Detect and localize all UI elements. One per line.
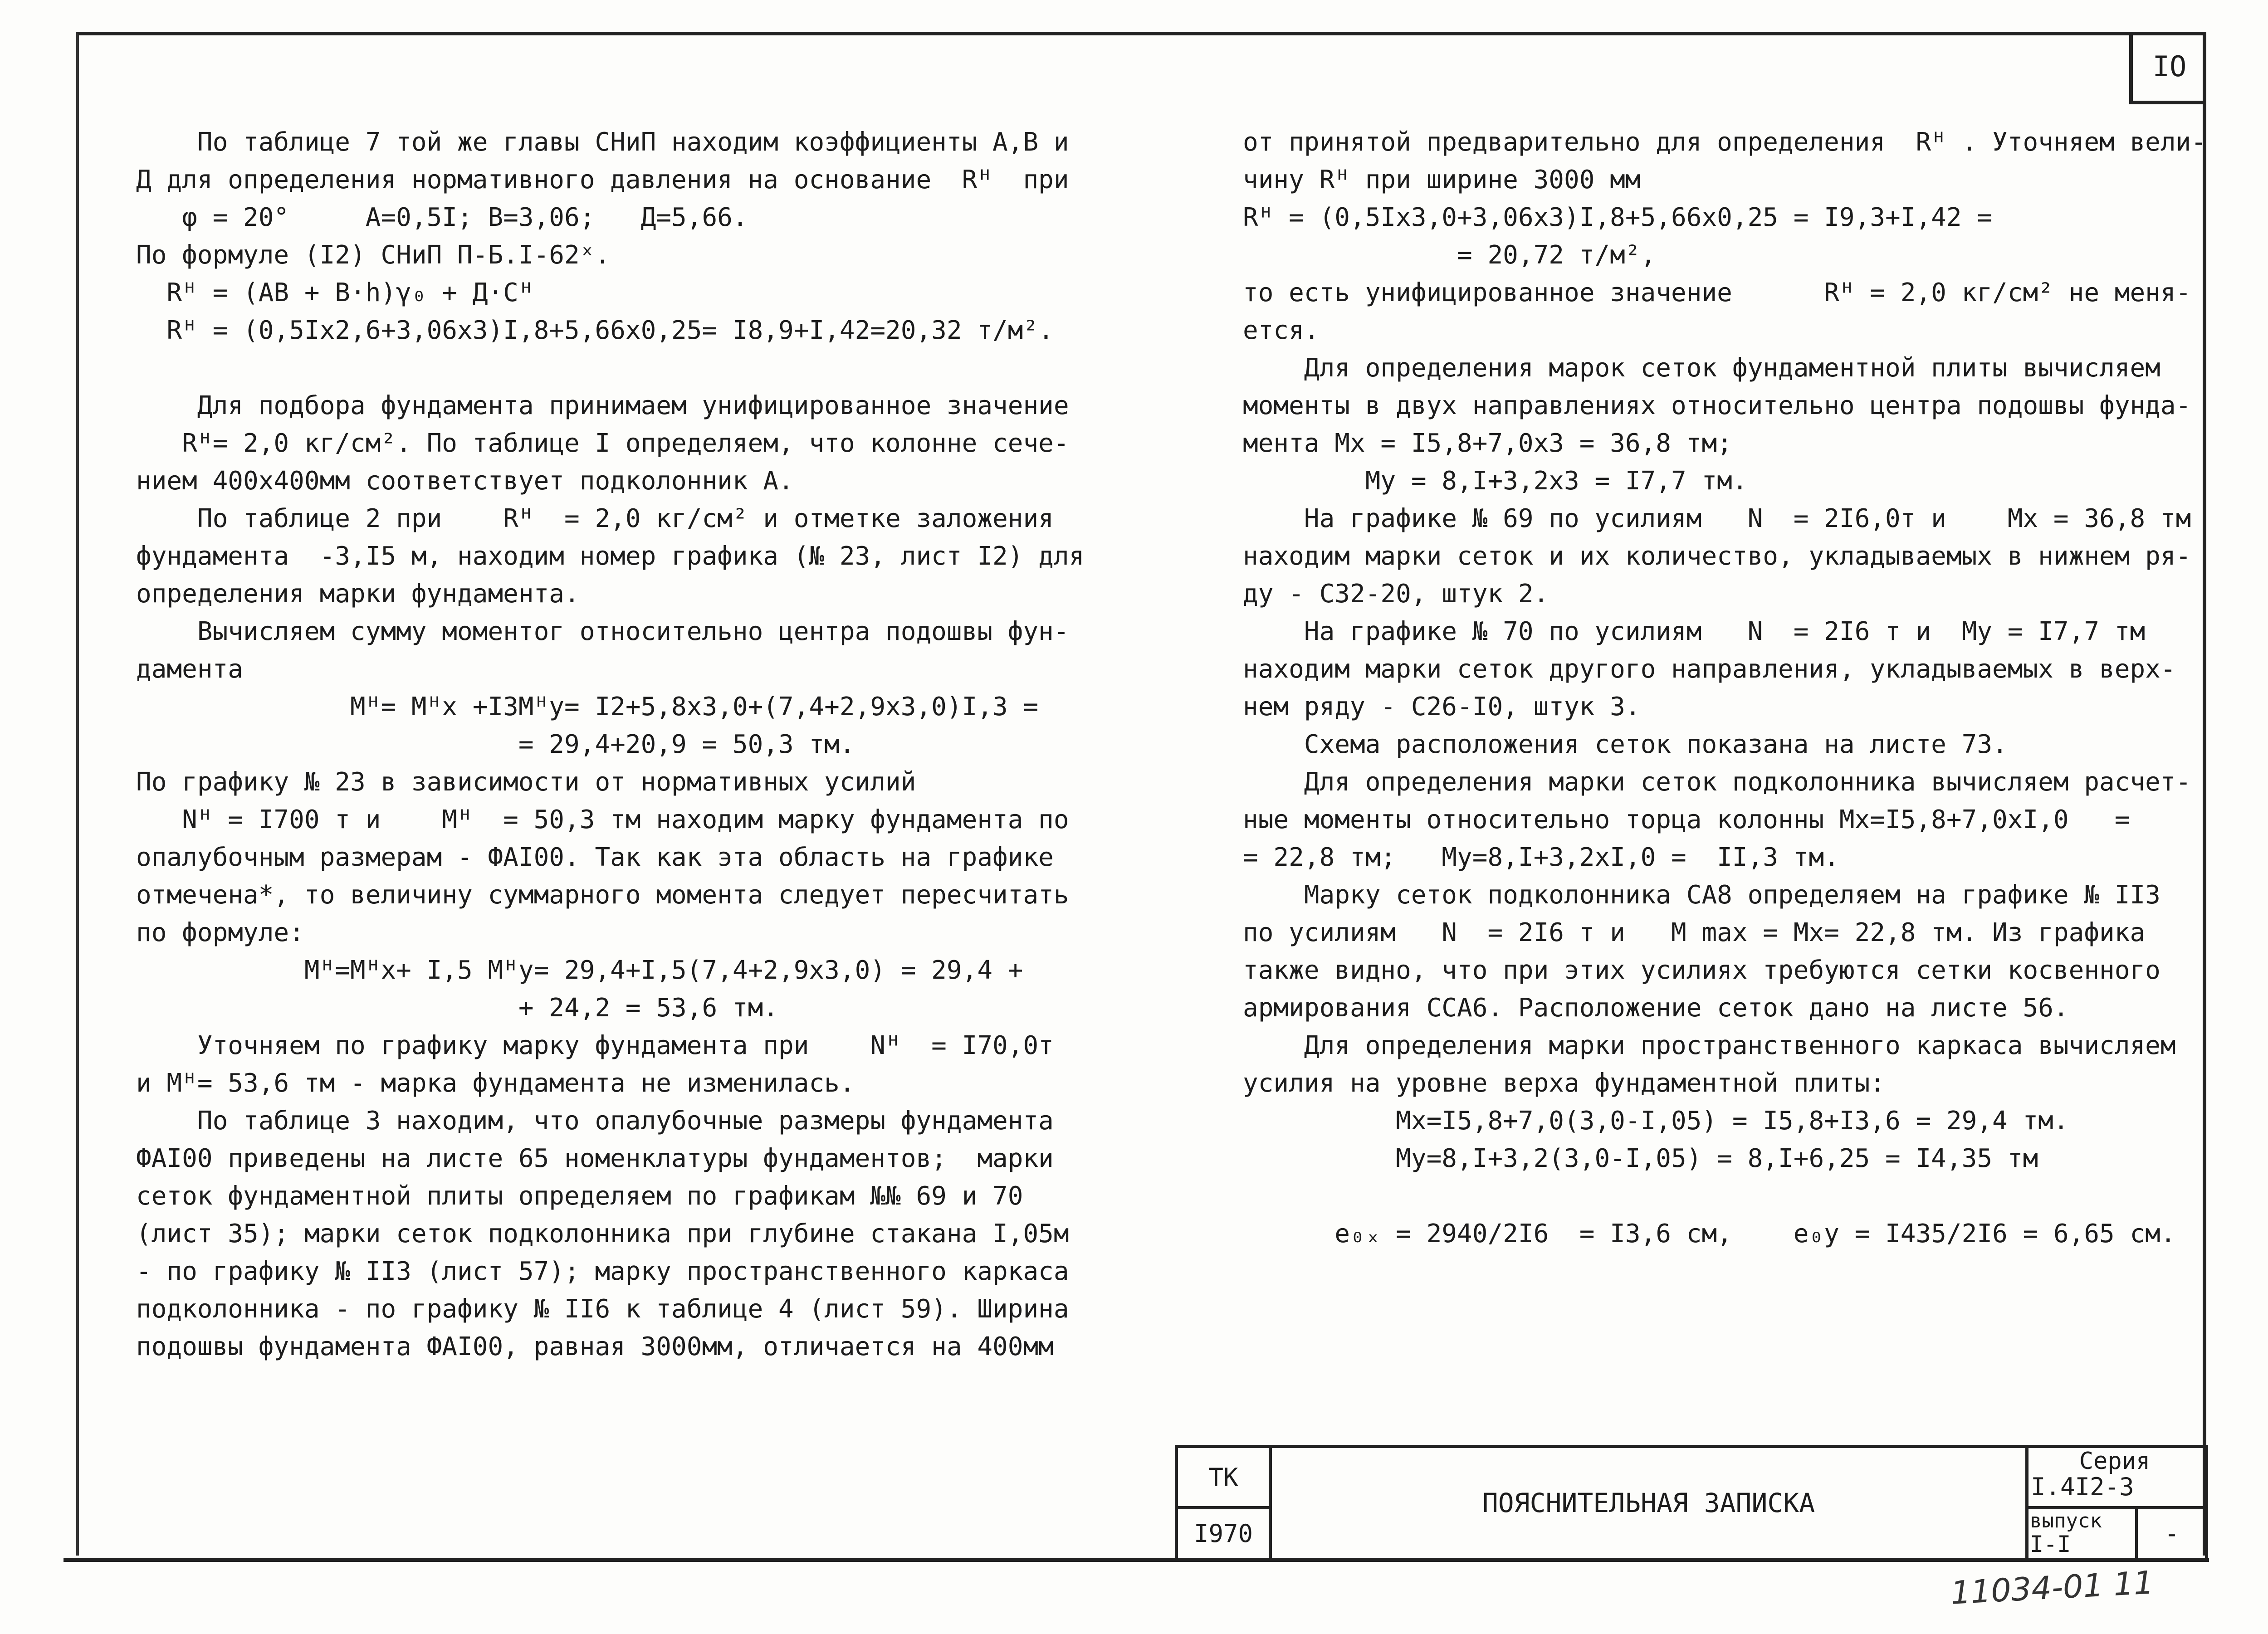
text-line: = 29,4+20,9 = 50,3 тм. (136, 730, 855, 759)
issue-value: I-I (2030, 1531, 2071, 1557)
text-line: = 22,8 тм; Му=8,I+3,2хI,0 = II,3 тм. (1243, 843, 1839, 872)
text-line: Rᴴ = (AB + B·h)γ₀ + Д·Cᴴ (136, 278, 534, 307)
text-line: (лист 35); марки сеток подколонника при глубине стакана I,05м (136, 1219, 1069, 1249)
text-line: определения марки фундамента. (136, 579, 580, 609)
text-line: ется. (1243, 316, 1320, 345)
text-line: по усилиям N = 2I6 т и M max = Мх= 22,8 тм. Из графика (1243, 918, 2146, 947)
text-line: фундамента -3,I5 м, находим номер графика (№ 23, лист I2) для (136, 541, 1085, 571)
text-line: По формуле (I2) СНиП П-Б.I-62ˣ. (136, 240, 611, 270)
text-line: Му = 8,I+3,2х3 = I7,7 тм. (1243, 466, 1748, 496)
text-line: Rᴴ = (0,5Iх3,0+3,06х3)I,8+5,66х0,25 = I9,3+I,42 = (1243, 203, 1993, 232)
text-line: находим марки сеток другого направления, укладываемых в верх- (1243, 654, 2176, 684)
text-line: сеток фундаментной плиты определяем по графикам №№ 69 и 70 (136, 1181, 1023, 1211)
text-line: Rᴴ= 2,0 кг/см². По таблице I определяем, что колонне сече- (136, 429, 1069, 458)
text-line: по формуле: (136, 918, 304, 947)
text-line: от принятой предварительно для определения Rᴴ . Уточняем вели- (1243, 127, 2207, 157)
text-line: На графике № 69 по усилиям N = 2I6,0т и Mx = 36,8 тм (1243, 504, 2191, 533)
text-line: Для определения марок сеток фундаментной плиты вычисляем (1243, 353, 2160, 383)
document-title: ПОЯСНИТЕЛЬНАЯ ЗАПИСКА (1482, 1488, 1815, 1518)
text-line: По таблице 3 находим, что опалубочные размеры фундамента (136, 1106, 1054, 1136)
left-column-text (136, 123, 1111, 1366)
text-line: Му=8,I+3,2(3,0-I,05) = 8,I+6,25 = I4,35 тм (1243, 1144, 2038, 1173)
text-line: чину Rᴴ при ширине 3000 мм (1243, 165, 1641, 195)
issue-label: выпуск (2030, 1509, 2102, 1532)
text-line: ные моменты относительно торца колонны Мх=I5,8+7,0хI,0 = (1243, 805, 2130, 834)
series-label: Серия (2079, 1448, 2151, 1475)
text-line: и Mᴴ= 53,6 тм - марка фундамента не изменилась. (136, 1068, 855, 1098)
text-line: отмечена*, то величину суммарного момента следует пересчитать (136, 880, 1069, 910)
text-line: По графику № 23 в зависимости от нормативных усилий (136, 767, 916, 797)
text-line: подошвы фундамента ФАI00, равная 3000мм, отличается на 400мм (136, 1332, 1054, 1361)
text-line: Уточняем по графику марку фундамента при Nᴴ = I70,0т (136, 1031, 1054, 1060)
text-line: моменты в двух направлениях относительно центра подошвы фунда- (1243, 391, 2191, 420)
text-line: мента Мх = I5,8+7,0х3 = 36,8 тм; (1243, 429, 1732, 458)
text-line: армирования ССА6. Расположение сеток дано на листе 56. (1243, 993, 2069, 1023)
text-line: Схема расположения сеток показана на листе 73. (1243, 730, 2008, 759)
text-line: Mᴴ=Mᴴx+ I,5 Mᴴy= 29,4+I,5(7,4+2,9х3,0) = 29,4 + (136, 956, 1023, 985)
text-line: усилия на уровне верха фундаментной плиты: (1243, 1068, 1886, 1098)
text-line: = 20,72 т/м², (1243, 240, 1656, 270)
sheet-number: IO (2129, 32, 2206, 104)
title-block (1175, 1445, 2208, 1561)
text-line: Nᴴ = I700 т и Mᴴ = 50,3 тм находим марку фундамента по (136, 805, 1069, 834)
text-line: то есть унифицированное значение Rᴴ = 2,0 кг/см² не меня- (1243, 278, 2191, 307)
text-line: Rᴴ = (0,5Iх2,6+3,06х3)I,8+5,66х0,25= I8,9+I,42=20,32 т/м². (136, 316, 1054, 345)
text-line: ФАI00 приведены на листе 65 номенклатуры фундаментов; марки (136, 1144, 1054, 1173)
text-line (136, 349, 1111, 387)
text-line: - по графику № II3 (лист 57); марку пространственного каркаса (136, 1257, 1069, 1286)
text-line: По таблице 2 при Rᴴ = 2,0 кг/см² и отметке заложения (136, 504, 1054, 533)
text-line: φ = 20° А=0,5I; В=3,06; Д=5,66. (136, 203, 748, 232)
series-value: I.4I2-3 (2031, 1473, 2134, 1501)
text-line: находим марки сеток и их количество, укладываемых в нижнем ря- (1243, 541, 2191, 571)
text-line: Д для определения нормативного давления на основание Rᴴ при (136, 165, 1069, 195)
text-line: опалубочным размерам - ФАI00. Так как эта область на графике (136, 843, 1054, 872)
text-line: нем ряду - С26-I0, штук 3. (1243, 692, 1641, 722)
text-line: Для определения марки сеток подколонника вычисляем расчет- (1243, 767, 2191, 797)
text-line: также видно, что при этих усилиях требуются сетки косвенного (1243, 956, 2160, 985)
text-line: e₀ₓ = 2940/2I6 = I3,6 см, e₀y = I435/2I6 = 6,65 см. (1243, 1219, 2176, 1249)
text-line: + 24,2 = 53,6 тм. (136, 993, 779, 1023)
text-line: Для подбора фундамента принимаем унифицированное значение (136, 391, 1069, 420)
text-line: нием 400х400мм соответствует подколонник А. (136, 466, 794, 496)
text-line: подколонника - по графику № II6 к таблице 4 (лист 59). Ширина (136, 1294, 1069, 1324)
text-line: ду - С32-20, штук 2. (1243, 579, 1549, 609)
text-line: Mᴴ= Mᴴx +I3Mᴴy= I2+5,8х3,0+(7,4+2,9х3,0)I,3 = (136, 692, 1039, 722)
archive-stamp: 11034-01 11 (1950, 1564, 2155, 1612)
text-line: На графике № 70 по усилиям N = 2I6 т и My = I7,7 тм (1243, 617, 2146, 646)
sheet-dash: - (2164, 1519, 2180, 1548)
text-line: Вычисляем сумму моментог относительно центра подошвы фун- (136, 617, 1069, 646)
text-line: Мх=I5,8+7,0(3,0-I,05) = I5,8+I3,6 = 29,4 тм. (1243, 1106, 2069, 1136)
year-cell: I970 (1193, 1519, 1253, 1548)
text-line: дамента (136, 654, 244, 684)
right-column-text (1243, 123, 2207, 1253)
text-line: Для определения марки пространственного каркаса вычисляем (1243, 1031, 2176, 1060)
text-line: По таблице 7 той же главы СНиП находим коэффициенты А,В и (136, 127, 1069, 157)
text-line: Марку сеток подколонника СА8 определяем на графике № II3 (1243, 880, 2160, 910)
text-line (1243, 1177, 2191, 1215)
org-cell: ТК (1208, 1463, 1238, 1492)
